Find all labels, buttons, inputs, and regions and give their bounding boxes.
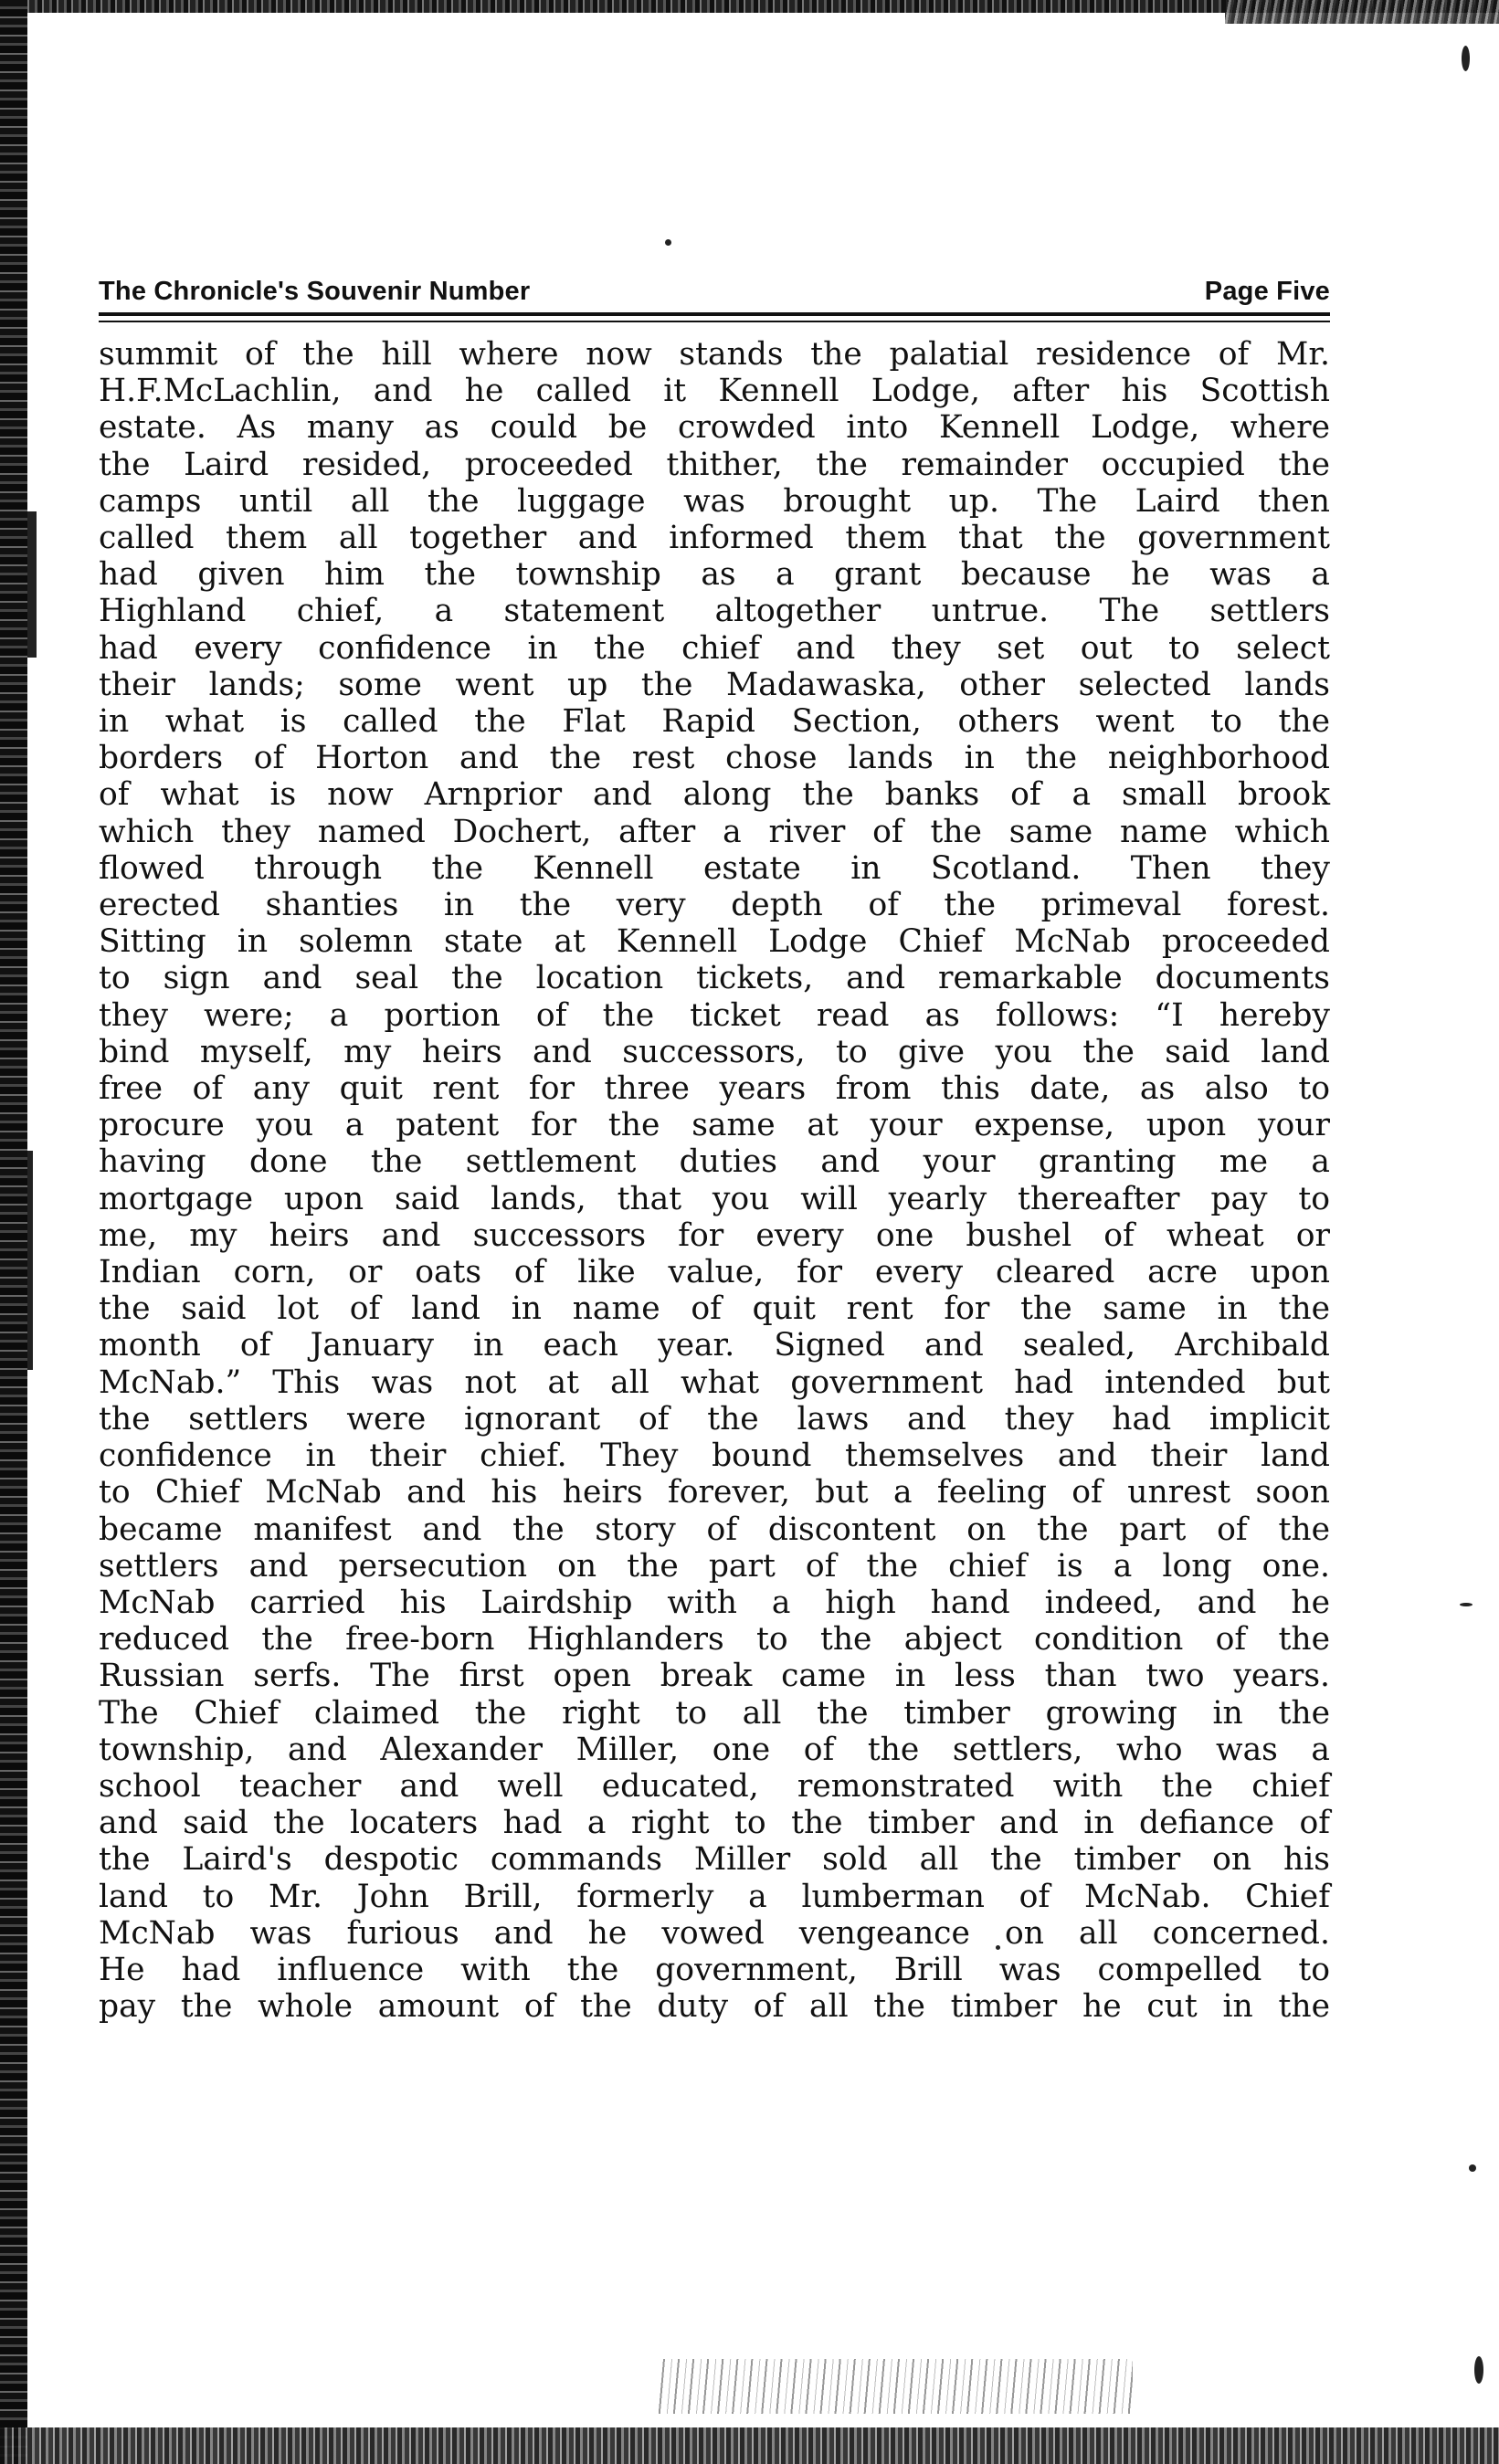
article-line: free of any quit rent for three years from this date, as also to	[99, 1070, 1330, 1108]
article-line: had given him the township as a grant because he was a	[99, 556, 1330, 594]
article-line: bind myself, my heirs and successors, to give you the said land	[99, 1033, 1330, 1070]
article-line: confidence in their chief. They bound themselves and their land	[99, 1437, 1330, 1475]
scan-smudge-bottom	[658, 2359, 1133, 2414]
article-line: having done the settlement duties and your granting me a	[99, 1143, 1330, 1181]
article-body	[99, 336, 1330, 2025]
article-line: in what is called the Flat Rapid Section, others went to the	[99, 703, 1330, 741]
article-line: camps until all the luggage was brought up. The Laird then	[99, 482, 1330, 520]
article-line: month of January in each year. Signed and sealed, Archibald	[99, 1327, 1330, 1364]
article-line: me, my heirs and successors for every one bushel of wheat or	[99, 1216, 1330, 1254]
article-line: of what is now Arnprior and along the banks of a small brook	[99, 776, 1330, 814]
article-line: Highland chief, a statement altogether untrue. The settlers	[99, 593, 1330, 630]
article-line: The Chief claimed the right to all the timber growing in the	[99, 1694, 1330, 1732]
article-line: called them all together and informed them that the government	[99, 520, 1330, 557]
article-line: procure you a patent for the same at your expense, upon your	[99, 1107, 1330, 1144]
article-line: land to Mr. John Brill, formerly a lumberman of McNab. Chief	[99, 1878, 1330, 1915]
scan-smudge-left	[27, 1151, 33, 1370]
article-line: the Laird resided, proceeded thither, the remainder occupied the	[99, 446, 1330, 483]
article-line: settlers and persecution on the part of the chief is a long one.	[99, 1547, 1330, 1585]
article-line: had every confidence in the chief and they set out to select	[99, 629, 1330, 667]
article-line: school teacher and well educated, remonstrated with the chief	[99, 1767, 1330, 1805]
article-line: McNab.” This was not at all what government had intended but	[99, 1364, 1330, 1401]
article-line: McNab carried his Lairdship with a high hand indeed, and he	[99, 1584, 1330, 1621]
scan-edge-left	[0, 0, 27, 2464]
article-line: borders of Horton and the rest chose lands in the neighborhood	[99, 740, 1330, 777]
article-line: which they named Dochert, after a river of the same name which	[99, 813, 1330, 850]
article-line: the said lot of land in name of quit rent for the same in the	[99, 1290, 1330, 1328]
article-line: and said the locaters had a right to the timber and in defiance of	[99, 1805, 1330, 1842]
article-line: pay the whole amount of the duty of all the timber he cut in the	[99, 1988, 1330, 2026]
scan-speck	[1469, 2164, 1476, 2172]
article-line: Russian serfs. The first open break came in less than two years.	[99, 1658, 1330, 1695]
scan-speck	[665, 239, 671, 246]
article-line: to sign and seal the location tickets, and remarkable documents	[99, 960, 1330, 997]
article-line: the Laird's despotic commands Miller sold all the timber on his	[99, 1841, 1330, 1879]
article-line: summit of the hill where now stands the palatial residence of Mr.	[99, 336, 1330, 373]
scan-speck	[1474, 2356, 1483, 2384]
scan-speck	[1462, 46, 1470, 71]
article-line: estate. As many as could be crowded into Kennell Lodge, where	[99, 409, 1330, 447]
article-line: the settlers were ignorant of the laws and they had implicit	[99, 1400, 1330, 1437]
header-rule-thin	[99, 321, 1330, 322]
article-line: mortgage upon said lands, that you will yearly thereafter pay to	[99, 1180, 1330, 1217]
article-line: He had influence with the government, Brill was compelled to	[99, 1951, 1330, 1988]
article-line: reduced the free-born Highlanders to the abject condition of the	[99, 1621, 1330, 1658]
article-line: erected shanties in the very depth of the primeval forest.	[99, 887, 1330, 924]
article-line: they were; a portion of the ticket read as follows: “I hereby	[99, 996, 1330, 1034]
scan-smudge-left	[27, 511, 37, 658]
article-line: Indian corn, or oats of like value, for every cleared acre upon	[99, 1254, 1330, 1291]
article-line: flowed through the Kennell estate in Scotland. Then they	[99, 849, 1330, 887]
scan-edge-bottom	[0, 2427, 1499, 2464]
running-header	[99, 270, 1330, 311]
article-line: their lands; some went up the Madawaska, other selected lands	[99, 666, 1330, 703]
article-line: to Chief McNab and his heirs forever, but a feeling of unrest soon	[99, 1474, 1330, 1511]
article-line: McNab was furious and he vowed vengeance on all concerned.	[99, 1914, 1330, 1952]
article-line: H.F.McLachlin, and he called it Kennell Lodge, after his Scottish	[99, 373, 1330, 410]
scan-speck	[1460, 1603, 1473, 1606]
article-line: became manifest and the story of discontent on the part of the	[99, 1511, 1330, 1548]
article-line: Sitting in solemn state at Kennell Lodge Chief McNab proceeded	[99, 923, 1330, 961]
page-label: Page Five	[1204, 277, 1330, 306]
scan-edge-top-right	[1225, 0, 1499, 24]
header-rule-thick	[99, 312, 1330, 316]
article-line: township, and Alexander Miller, one of the settlers, who was a	[99, 1731, 1330, 1768]
publication-title: The Chronicle's Souvenir Number	[99, 277, 531, 306]
